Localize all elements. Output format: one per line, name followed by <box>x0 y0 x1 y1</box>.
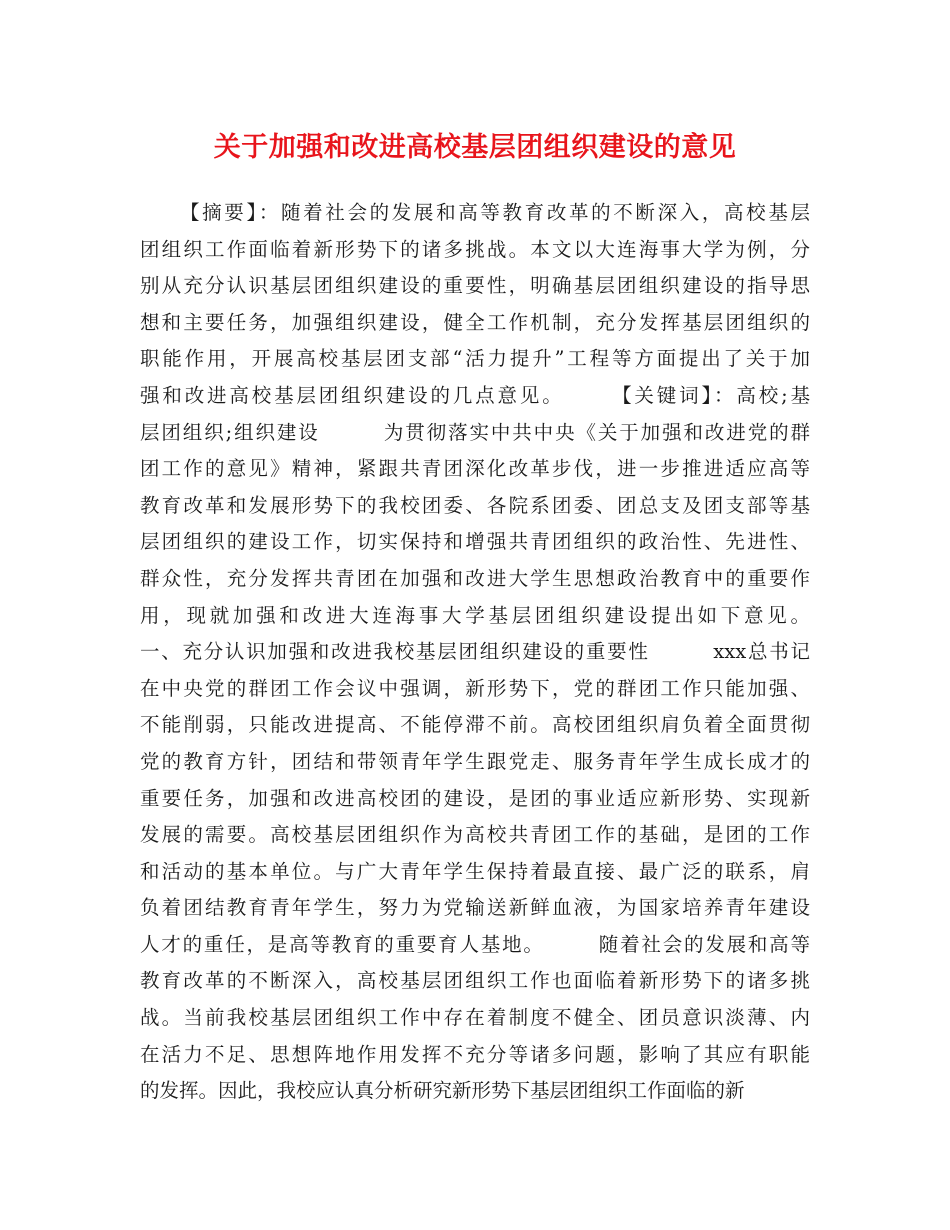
body-line: 的发挥。因此，我校应认真分析研究新形势下基层团组织工作面临的新 <box>140 1079 745 1103</box>
body-line: 想和主要任务，加强组织建设，健全工作机制，充分发挥基层团组织的 <box>140 310 810 334</box>
body-line: 党的教育方针，团结和带领青年学生跟党走、服务青年学生成长成才的 <box>140 749 810 773</box>
body-line: 职能作用，开展高校基层团支部“活力提升”工程等方面提出了关于加 <box>140 347 810 371</box>
body-line: 人才的重任，是高等教育的重要育人基地。 随着社会的发展和高等 <box>140 932 810 956</box>
body-line: 团工作的意见》精神，紧跟共青团深化改革步伐，进一步推进适应高等 <box>140 457 810 481</box>
body-line: 在活力不足、思想阵地作用发挥不充分等诸多问题，影响了其应有职能 <box>140 1042 810 1066</box>
document-title: 关于加强和改进高校基层团组织建设的意见 <box>213 132 737 163</box>
body-line: 层团组织;组织建设 为贯彻落实中共中央《关于加强和改进党的群 <box>140 420 810 444</box>
body-line: 教育改革的不断深入，高校基层团组织工作也面临着新形势下的诸多挑 <box>140 969 810 993</box>
body-line: 重要任务，加强和改进高校团的建设，是团的事业适应新形势、实现新 <box>140 786 810 810</box>
body-line: 在中央党的群团工作会议中强调，新形势下，党的群团工作只能加强、 <box>140 676 810 700</box>
body-line: 群众性，充分发挥共青团在加强和改进大学生思想政治教育中的重要作 <box>140 566 810 590</box>
body-line: 和活动的基本单位。与广大青年学生保持着最直接、最广泛的联系，肩 <box>140 859 810 883</box>
body-line: 【摘要】：随着社会的发展和高等教育改革的不断深入，高校基层 <box>180 201 810 224</box>
body-line: 强和改进高校基层团组织建设的几点意见。 【关键词】：高校;基 <box>140 383 810 407</box>
body-line: 不能削弱，只能改进提高、不能停滞不前。高校团组织肩负着全面贯彻 <box>140 713 810 737</box>
body-line: 别从充分认识基层团组织建设的重要性，明确基层团组织建设的指导思 <box>140 274 810 298</box>
body-line: 层团组织的建设工作，切实保持和增强共青团组织的政治性、先进性、 <box>140 530 810 554</box>
body-line: 发展的需要。高校基层团组织作为高校共青团工作的基础，是团的工作 <box>140 823 810 847</box>
body-line: 战。当前我校基层团组织工作中存在着制度不健全、团员意识淡薄、内 <box>140 1006 810 1030</box>
body-line: 用，现就加强和改进大连海事大学基层团组织建设提出如下意见。 <box>140 603 810 627</box>
body-line: 负着团结教育青年学生，努力为党输送新鲜血液，为国家培养青年建设 <box>140 896 810 920</box>
body-line: 一、充分认识加强和改进我校基层团组织建设的重要性 xxx总书记 <box>140 640 810 664</box>
body-line: 教育改革和发展形势下的我校团委、各院系团委、团总支及团支部等基 <box>140 493 810 517</box>
body-line: 团组织工作面临着新形势下的诸多挑战。本文以大连海事大学为例，分 <box>140 237 810 261</box>
document-body <box>140 195 810 1110</box>
